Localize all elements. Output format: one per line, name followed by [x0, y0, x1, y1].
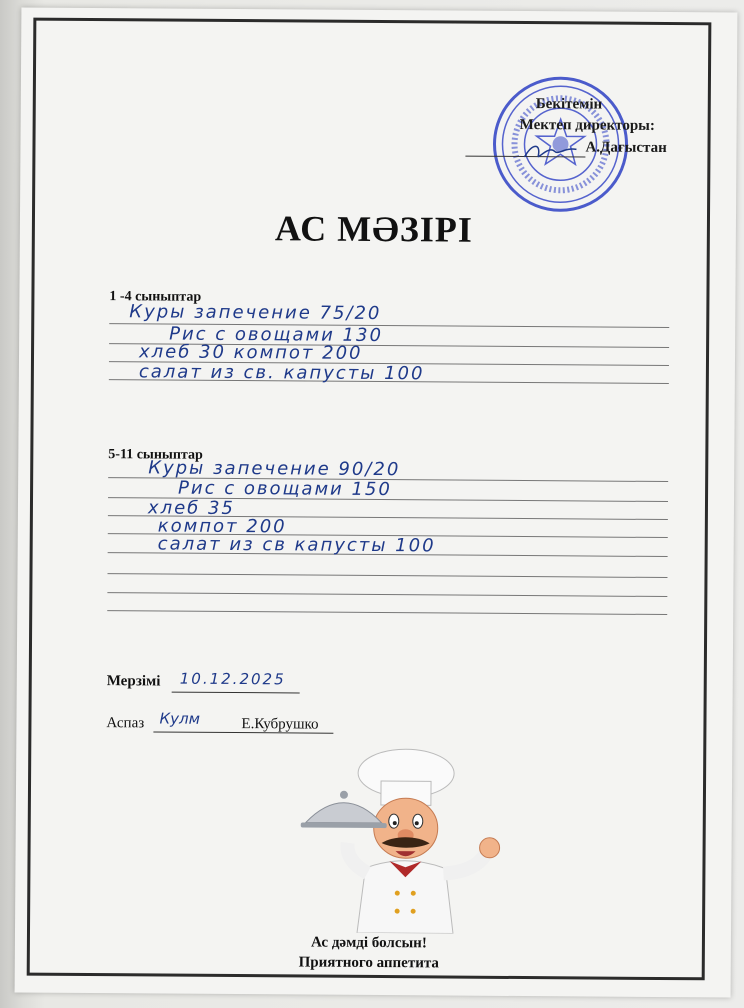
page-title: АС МӘЗІРІ — [274, 208, 473, 250]
cook-signature: Кулм — [159, 709, 200, 728]
group-label-5-11: 5-11 сыныптар — [108, 447, 203, 463]
page-frame — [27, 18, 712, 981]
cook-name: Е.Кубрушко — [241, 716, 319, 733]
chef-illustration — [285, 742, 516, 934]
ruled-line — [107, 573, 667, 578]
approve-label: Бекітемін — [535, 96, 603, 113]
cook-label: Аспаз — [106, 715, 145, 732]
menu-item: Куры запечение 90/20 — [148, 457, 401, 481]
date-line — [172, 692, 300, 694]
menu-item: хлеб 30 компот 200 — [138, 341, 363, 364]
menu-item: салат из св. капусты 100 — [138, 361, 425, 385]
date-label: Мерзімі — [106, 673, 161, 690]
director-signature — [520, 139, 580, 163]
director-name: А.Дағыстан — [585, 139, 667, 157]
menu-item: компот 200 — [157, 515, 287, 538]
ruled-line — [107, 610, 667, 615]
menu-item: Рис с овощами 150 — [178, 477, 392, 501]
date-value: 10.12.2025 — [179, 669, 286, 689]
menu-sheet — [15, 8, 738, 998]
menu-item: салат из св капусты 100 — [157, 533, 436, 557]
director-title: Мектеп директоры: — [519, 116, 655, 134]
footer-russian: Приятного аппетита — [298, 954, 439, 972]
footer-kazakh: Ас дәмді болсын! — [310, 934, 427, 952]
group-label-1-4: 1 -4 сыныптар — [109, 289, 202, 305]
menu-item: Рис с овощами 130 — [169, 323, 384, 347]
ruled-line — [107, 592, 667, 597]
menu-item: хлеб 35 — [147, 497, 235, 520]
menu-item: Куры запечение 75/20 — [129, 301, 382, 325]
